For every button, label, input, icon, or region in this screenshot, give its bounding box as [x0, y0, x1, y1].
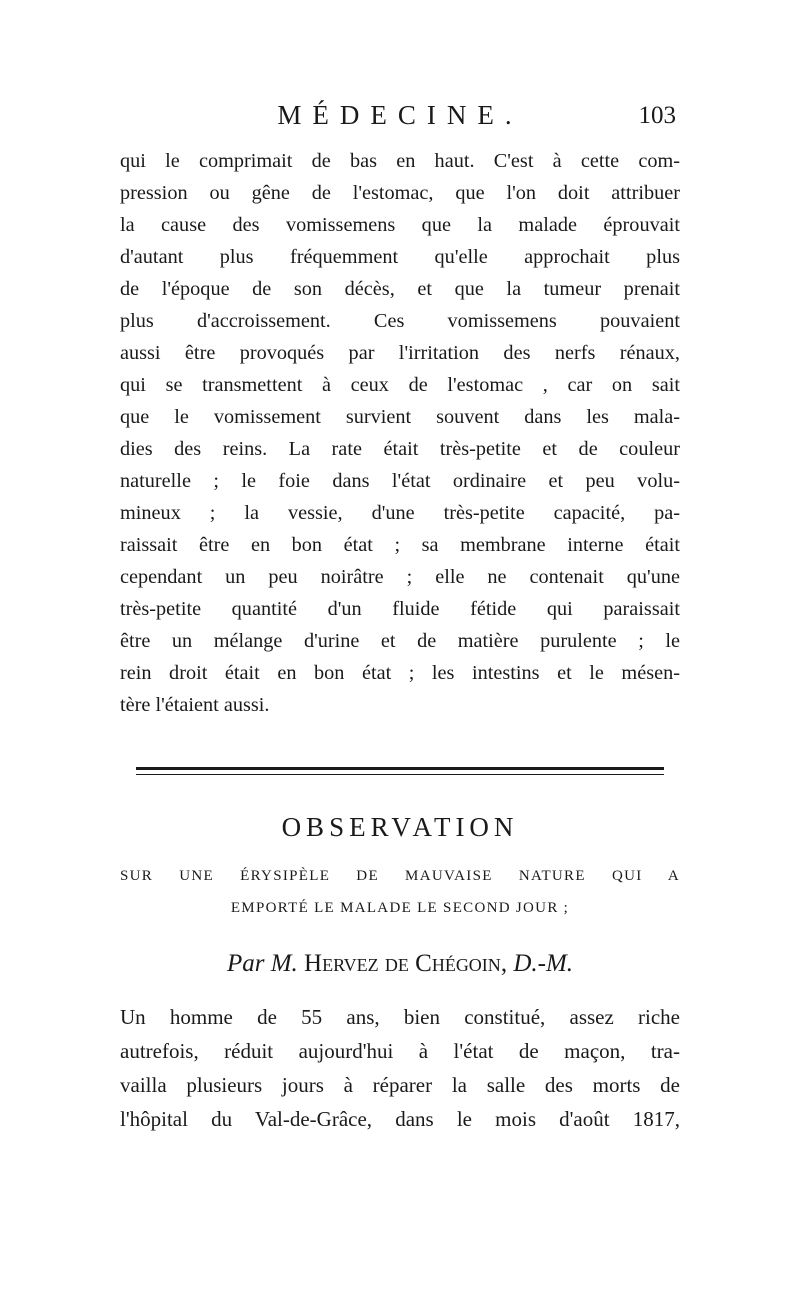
text-line: cependant un peu noirâtre ; elle ne contenait qu'une: [120, 566, 680, 588]
author-degree: D.-M.: [513, 950, 574, 977]
section-subtitle-line: SUR UNE ÉRYSIPÈLE DE MAUVAISE NATURE QUI A: [120, 868, 680, 884]
text-line: qui le comprimait de bas en haut. C'est à cette com-: [120, 150, 680, 172]
text-line: plus d'accroissement. Ces vomissemens pouvaient: [120, 310, 680, 332]
text-line: aussi être provoqués par l'irritation des nerfs rénaux,: [120, 342, 680, 364]
section-subtitle-line: EMPORTÉ LE MALADE LE SECOND JOUR ;: [230, 900, 570, 916]
text-line: autrefois, réduit aujourd'hui à l'état de maçon, tra-: [120, 1039, 680, 1063]
byline-separator: ,: [500, 950, 508, 977]
observation-paragraph: [120, 1000, 680, 1136]
text-line: dies des reins. La rate était très-petite et de couleur: [120, 438, 680, 460]
divider-thin-line: [136, 774, 664, 775]
author-byline: [120, 950, 680, 978]
text-line: vailla plusieurs jours à réparer la salle des morts de: [120, 1073, 680, 1097]
byline-par: Par M.: [226, 950, 298, 977]
section-divider-rule: [136, 767, 664, 785]
author-name: Hervez de Chégoin: [304, 950, 501, 977]
text-line: naturelle ; le foie dans l'état ordinaire et peu volu-: [120, 470, 680, 492]
page-number: 103: [638, 102, 676, 129]
text-line: être un mélange d'urine et de matière purulente ; le: [120, 630, 680, 652]
running-head: [120, 98, 680, 138]
divider-thick-line: [136, 767, 664, 770]
text-line: Un homme de 55 ans, bien constitué, assez riche: [120, 1005, 680, 1029]
text-line: que le vomissement survient souvent dans les mala-: [120, 406, 680, 428]
text-line: très-petite quantité d'un fluide fétide qui paraissait: [120, 598, 680, 620]
text-line: l'hôpital du Val-de-Grâce, dans le mois d'août 1817,: [120, 1107, 680, 1131]
text-line: raissait être en bon état ; sa membrane interne était: [120, 534, 680, 556]
paragraph-continued: [120, 145, 680, 721]
text-line: d'autant plus fréquemment qu'elle approchait plus: [120, 246, 680, 268]
text-line: la cause des vomissemens que la malade éprouvait: [120, 214, 680, 236]
running-head-title: MÉDECINE.: [277, 100, 523, 130]
text-line: pression ou gêne de l'estomac, que l'on doit attribuer: [120, 182, 680, 204]
text-line: tère l'étaient aussi.: [120, 694, 270, 716]
text-line: rein droit était en bon état ; les intestins et le mésen-: [120, 662, 680, 684]
text-line: mineux ; la vessie, d'une très-petite capacité, pa-: [120, 502, 680, 524]
text-line: de l'époque de son décès, et que la tumeur prenait: [120, 278, 680, 300]
section-title: OBSERVATION: [281, 812, 519, 842]
text-line: qui se transmettent à ceux de l'estomac , car on sait: [120, 374, 680, 396]
